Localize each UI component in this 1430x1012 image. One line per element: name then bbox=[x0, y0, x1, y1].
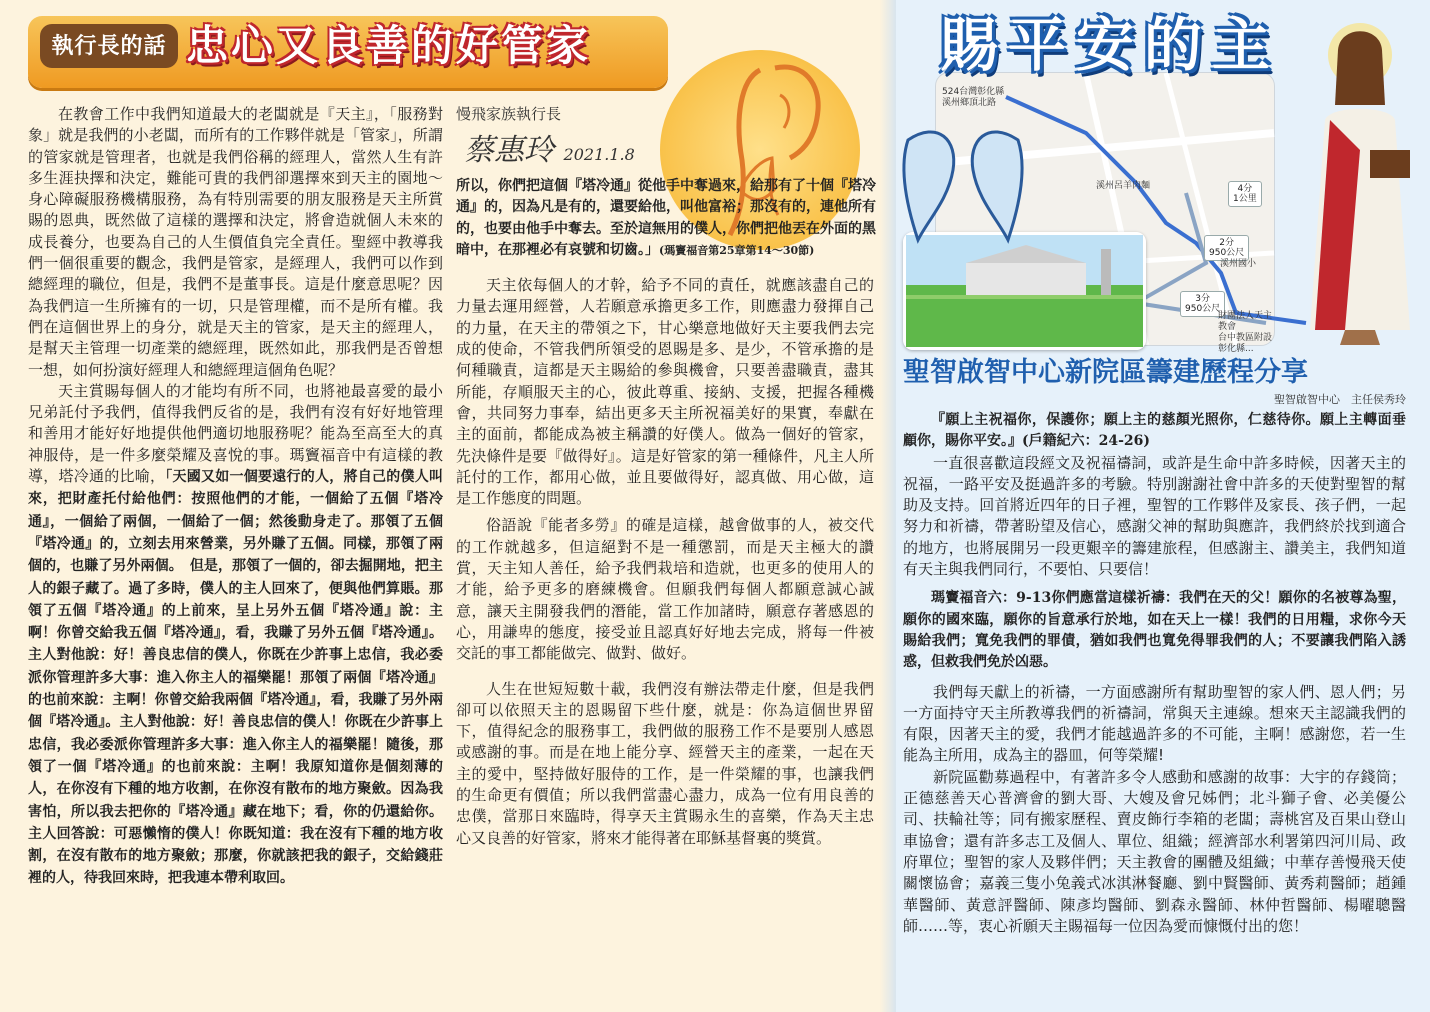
paragraph: 俗語說『能者多勞』的確是這樣，越會做事的人，被交代的工作就越多，但這絕對不是一種懲罰，而是天主極大的讚賞，天主知人善任，給予我們栽培和造就，也更多的使用人的才能，給予更多的磨練機會。但願我們每個人都願意誠心誠意，讓天主開發我們的潛能，當工作加諸時，願意存著感恩的心，用謙卑的態度，接受並且認真好好地去完成，將每一件被交託的事工都能做完、做對、做好。 bbox=[456, 516, 874, 663]
middle-column bbox=[456, 104, 874, 849]
jesus-illustration bbox=[1290, 10, 1430, 350]
article-title: 忠心又良善的好管家 bbox=[186, 21, 592, 70]
scripture-quote bbox=[456, 176, 876, 261]
route-time-box: 2分 950公尺 bbox=[1204, 235, 1249, 261]
section-heading: 聖智啟智中心新院區籌建歷程分享 bbox=[903, 357, 1308, 388]
signature bbox=[456, 126, 874, 176]
paragraph-text: 天主賞賜每個人的才能均有所不同，也將祂最喜愛的最小兄弟託付予我們，值得我們反省的是，我們有沒有好好地管理和善用才能好好地提供他們適切地服務呢？能為至高至大的真神服侍，是一件多麼榮耀及喜悅的事。瑪竇福音中有這樣的教導，塔冷通的比喻， bbox=[28, 381, 443, 486]
paragraph: 在教會工作中我們知道最大的老闆就是『天主』，「服務對象」就是我們的小老闆，而所有的工作夥伴就是「管家」，所謂的管家就是管理者，也就是我們俗稱的經理人，當然人生有許多生涯抉擇和決定，難能可貴的我們卻選擇來到天主的園地～身心障礙服務機構服務，為有特別需要的朋友服務是天主所賞賜的恩典，既然做了這樣的選擇和決定，將會造就個人未來的成長養分，也要為自己的人生價值負完全責任。聖經中教導我們一個很重要的觀念，我們是管家，是經理人，我們可以作到總經理的職位，但是，我們不是董事長。這是什麼意思呢？因為我們這一生所擁有的一切，只是管理權，而不是所有權。我們在這個世界上的身分，就是天主的管家，是天主的經理人，是幫天主管理一切產業的總經理，既然如此，那我們是否曾想一想，如何扮演好經理人和總經理這個角色呢？ bbox=[28, 105, 443, 379]
column-tag: 執行長的話 bbox=[40, 24, 178, 68]
right-column bbox=[903, 410, 1406, 937]
paragraph bbox=[28, 381, 443, 890]
paragraph: 我們每天獻上的祈禱，一方面感謝所有幫助聖智的家人們、恩人們；另一方面持守天主所教導我們的祈禱詞，常與天主連線。想來天主認識我們的有限，因著天主的愛，我們才能越過許多的不可能，主啊！感謝您，若一生能為主所用，成為主的器皿，何等榮耀! bbox=[903, 682, 1406, 765]
map-school-label: 溪州國小 bbox=[1220, 259, 1257, 269]
executive-title: 慢飛家族執行長 bbox=[456, 105, 562, 123]
paragraph: 新院區勸募過程中，有著許多令人感動和感謝的故事：大宇的存錢筒；正德慈善天心普濟會的劉大哥、大嫂及會兄姊們；北斗獅子會、必美優公司、扶輪社等；同有搬家歷程、賣皮飾行李箱的老闆；壽桃宮及百果山登山車協會；還有許多志工及個人、單位、組織；經濟部水利署第四河川局、政府單位；聖智的家人及夥伴們；天主教會的團體及組織；中華存善慢飛天使關懷協會；嘉義三隻小兔義式冰淇淋餐廳、劉中賢醫師、黃秀莉醫師；趙鍾華醫師、黃意評醫師、陳彥均醫師、劉森永醫師、林仲哲醫師、楊曜聰醫師……等，衷心祈願天主賜福每一位因為愛而慷慨付出的您！ bbox=[903, 767, 1406, 935]
page-gutter bbox=[880, 0, 896, 1012]
map-end-label: 財團法人天主教會 台中教區附設彰化縣... bbox=[1218, 311, 1273, 354]
route-time-box: 4分 1公里 bbox=[1228, 181, 1262, 207]
paragraph: 天主依每個人的才幹，給予不同的責任，就應該盡自己的力量去運用經營，人若願意承擔更多工作，則應盡力發揮自己的力量，在天主的帶領之下，甘心樂意地做好天主要我們去完成的使命，不管我們所領受的恩賜是多、是少，不管承擔的是何種職責，這都是天主賜給的參與機會，只要善盡職責，盡其所能，存順服天主的心，彼此尊重、接納、支援，把握各種機會，共同努力事奉，結出更多天主所祝福美好的果實，奉獻在主的面前，都能成為被主稱讚的好僕人。做為一個好的管家，先決條件是要『做得好』。這是好管家的第一種條件，凡主人所託付的工作，都用心做，並且要做得好，認真做、用心做，這是工作態度的問題。 bbox=[456, 276, 874, 508]
paragraph: 人生在世短短數十載，我們沒有辦法帶走什麼，但是我們卻可以依照天主的恩賜留下些什麼，就是：你為這個世界留下，值得紀念的服務事工，我們做的服務工作不是要別人感恩或感謝的事。而是在地上能分享、經營天主的產業，一起在天主的愛中，堅持做好服侍的工作，是一件榮耀的事，也讓我們的生命更有價值；所以我們當盡心盡力，成為一位有用良善的忠僕，當那日來臨時，得享天主賞賜永生的喜樂，作為天主忠心又良善的好管家，將來才能得著在耶穌基督裏的獎賞。 bbox=[456, 679, 874, 847]
scripture-quote: 『願上主祝福你，保護你；願上主的慈顏光照你，仁慈待你。願上主轉面垂顧你，賜你平安。』(戶籍紀六：24-26) bbox=[903, 412, 1406, 450]
left-column bbox=[28, 104, 443, 890]
paragraph: 一直很喜歡這段經文及祝福禱詞，或許是生命中許多時候，因著天主的祝福，一路平安及挺過許多的考驗。特別謝謝社會中許多的天使對聖智的幫助及支持。回首將近四年的日子裡，聖智的工作夥伴及家長、孩子們，一起努力和祈禱，帶著盼望及信心，感謝父神的幫助與應許，我們終於找到適合的地方，也將展開另一段更艱辛的籌建旅程，但感謝主、讚美主，我們知道有天主與我們同行，不要怕、只要信！ bbox=[903, 453, 1406, 579]
scripture-quote: 瑪竇福音六：9-13你們應當這樣祈禱：我們在天的父！願你的名被尊為聖，願你的國來臨，願你的旨意承行於地，如在天上一樣！我們的日用糧，求你今天賜給我們；寬免我們的罪債，猶如我們也寬免得罪我們的人；不要讓我們陷入誘惑，但救我們免於凶惡。 bbox=[903, 590, 1406, 671]
route-time-box: 3分 950公尺 bbox=[1180, 291, 1225, 317]
signature-name: 蔡惠玲 bbox=[464, 133, 554, 168]
map-start-label: 524台灣彰化縣 溪州鄉頂北路 bbox=[942, 87, 1005, 108]
farm-building-photo bbox=[906, 235, 1143, 347]
signature-date: 2021.1.8 bbox=[563, 145, 635, 164]
author-line: 聖智啟智中心 主任侯秀玲 bbox=[1274, 393, 1406, 406]
right-title: 賜平安的主 bbox=[940, 11, 1281, 79]
scripture-citation: (瑪竇福音第25章第14～30節) bbox=[659, 243, 815, 257]
scripture-text: 所以，你們把這個『塔冷通』從他手中奪過來，給那有了十個『塔冷通』的，因為凡是有的，還要給他，叫他富裕；那沒有的，連他所有的，也要由他手中奪去。至於這無用的僕人，你們把他丟在外面的黑暗中，在那裡必有哀號和切齒。」 bbox=[456, 178, 876, 258]
angel-wings-icon bbox=[898, 110, 1028, 250]
scripture-quote: 「天國又如一個要遠行的人，將自己的僕人叫來，把財產托付給他們：按照他們的才能，一個給了五個『塔冷通』，一個給了兩個，一個給了一個；然後動身走了。那領了五個『塔冷通』的，立刻去用來營業，另外賺了五個。同樣，那領了兩個的，也賺了另外兩個。 但是，那領了一個的，卻去掘開地，把主人的銀子藏了。過了多時，僕人的主人回來了，便與他們算賬。那領了五個『塔冷通』的上前來，呈上另外五個『塔冷通』說：主啊！你曾交給我五個『塔冷通』，看，我賺了另外五個『塔冷通』。主人對他說：好！善良忠信的僕人，你既在少許事上忠信，我必委派你管理許多大事：進入你主人的福樂罷！那領了兩個『塔冷通』的也前來說：主啊！你曾交給我兩個『塔冷通』，看，我賺了另外兩個『塔冷通』。主人對他說：好！善良忠信的僕人！你既在少許事上忠信，我必委派你管理許多大事：進入你主人的福樂罷！隨後，那領了一個『塔冷通』的也前來說：主啊！我原知道你是個刻薄的人，在你沒有下種的地方收割，在你沒有散布的地方聚斂。因為我害怕，所以我去把你的『塔冷通』藏在地下；看，你的仍還給你。主人回答說：可惡懶惰的僕人！你既知道：我在沒有下種的地方收割，在沒有散布的地方聚斂；那麼，你就該把我的銀子，交給錢莊裡的人，待我回來時，把我連本帶利取回。 bbox=[28, 469, 443, 887]
map-landmark: 溪州呂羊肉麵 bbox=[1096, 181, 1151, 191]
